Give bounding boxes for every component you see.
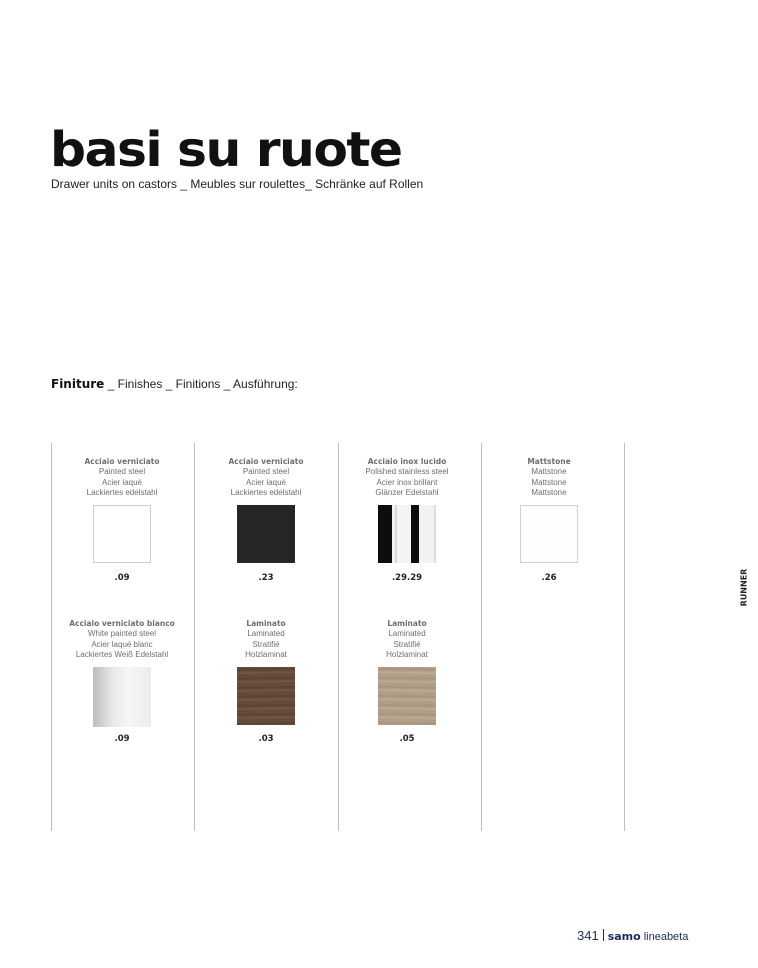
finish-name: Acciaio verniciato bianco	[69, 619, 175, 628]
finish-item-polished-steel	[337, 457, 477, 499]
finish-name-de: Lackiertes edelstahl	[230, 488, 302, 497]
finishes-label-translations: _ Finishes _ Finitions _ Ausführung:	[104, 377, 298, 391]
finish-name-en: Laminated	[247, 629, 285, 638]
finish-name-fr: Mattstone	[531, 477, 567, 487]
finish-name: Acciaio inox lucido	[367, 457, 447, 466]
finish-name-fr: Acier laqué	[245, 477, 287, 487]
finish-item-mattstone	[479, 457, 619, 499]
finish-name-de: Mattstone	[531, 488, 567, 497]
finish-item-painted-steel-23	[196, 457, 336, 499]
finish-item-laminate-05	[337, 619, 477, 661]
swatch-mattstone	[520, 505, 578, 563]
swatch-dark-walnut	[237, 667, 295, 725]
finish-name: Laminato	[246, 619, 286, 628]
product-line-name: lineabeta	[643, 931, 689, 943]
footer-separator	[603, 929, 604, 941]
finish-item-painted-steel-09	[52, 457, 192, 499]
finish-code: .03	[258, 734, 274, 744]
swatch-black	[237, 505, 295, 563]
finish-name-fr: Acier laqué blanc	[91, 639, 153, 649]
finish-name-de: Lackiertes Weiß Edelstahl	[75, 650, 169, 659]
finish-name-en: Laminated	[388, 629, 426, 638]
swatch-polished-stripes	[378, 505, 436, 563]
finishes-heading	[51, 377, 298, 391]
swatch-light-oak	[378, 667, 436, 725]
finish-code: .05	[399, 734, 415, 744]
column-divider	[624, 443, 625, 831]
finish-name: Mattstone	[527, 457, 571, 466]
finish-name: Acciaio verniciato	[84, 457, 160, 466]
finish-name-en: Painted steel	[98, 467, 146, 476]
finish-code: .09	[114, 734, 130, 744]
page-subtitle: Drawer units on castors _ Meubles sur roulettes_ Schränke auf Rollen	[51, 177, 424, 191]
swatch-white	[93, 505, 151, 563]
finish-name-en: Mattstone	[531, 467, 567, 476]
finish-code: .26	[541, 573, 557, 583]
finish-item-white-painted-steel	[52, 619, 192, 661]
finishes-label-bold: Finiture	[51, 377, 105, 391]
finish-name-fr: Acier laqué	[101, 477, 143, 487]
side-section-label: RUNNER	[739, 568, 749, 607]
finish-name-de: Lackiertes edelstahl	[86, 488, 158, 497]
finish-name-en: Polished stainless steel	[365, 467, 449, 476]
finish-code: .29.29	[391, 573, 423, 583]
finish-code: .09	[114, 573, 130, 583]
finish-name-de: Holzlaminat	[245, 650, 287, 659]
finish-name-fr: Stratifié	[252, 639, 280, 649]
column-divider	[194, 443, 195, 831]
finish-code: .23	[258, 573, 274, 583]
finish-item-laminate-03	[196, 619, 336, 661]
finish-name: Acciaio verniciato	[228, 457, 304, 466]
page-number: 341	[577, 928, 599, 943]
finish-name-de: Holzlaminat	[386, 650, 428, 659]
finish-name-en: Painted steel	[242, 467, 290, 476]
page-title: basi su ruote	[50, 122, 402, 178]
column-divider	[481, 443, 482, 831]
finish-name: Laminato	[387, 619, 427, 628]
swatch-white-painted	[93, 667, 151, 727]
brand-logo: samo	[607, 930, 641, 943]
finish-name-fr: Stratifié	[393, 639, 421, 649]
finish-name-fr: Acier inox brillant	[376, 477, 438, 487]
page-footer	[577, 927, 688, 945]
finish-name-de: Glänzer Edelstahl	[375, 488, 439, 497]
finish-name-en: White painted steel	[87, 629, 157, 638]
